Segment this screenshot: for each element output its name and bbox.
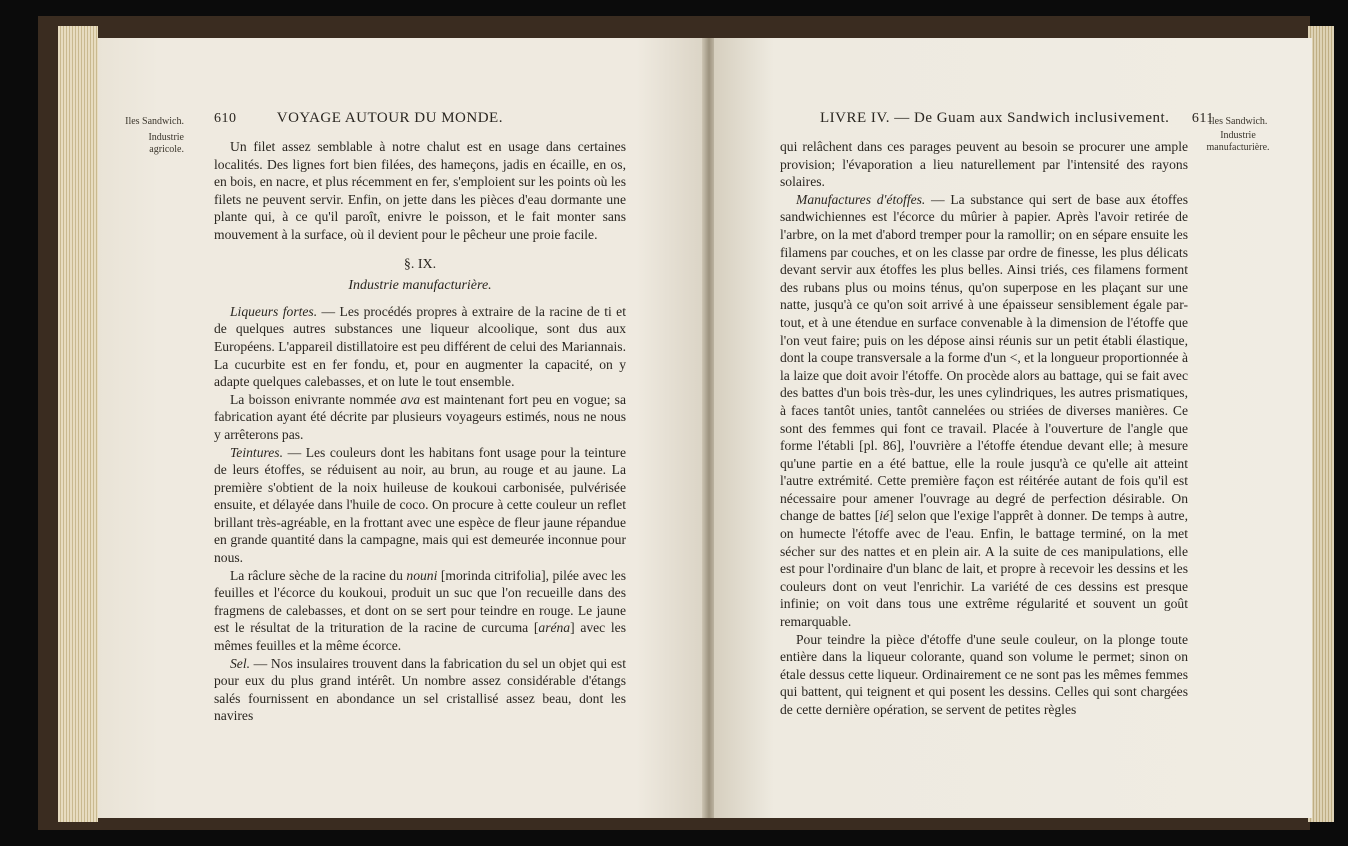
sel-lead: Sel. <box>230 655 251 671</box>
left-paragraph-1: Un filet assez semblable à notre chalut est en usage dans certaines localités. Des lignes fort bien filées, des hameçons, jadis en écaille, en os, en bois, en nacre, et plus récemment en fer, s'emploient sur les points où les filets ne peuvent servir. Enfin, on jette dans les pièces d'eau dormante une plante qui, à ce qu'il paroît, enivre le poisson, et le fait monter sans mouvement à la surface, où il devient pour le pêcheur une proie facile. <box>214 139 626 242</box>
left-paragraph-6 <box>214 655 626 725</box>
left-margin-topic-b: agricole. <box>149 144 184 155</box>
ava-term: ava <box>400 391 421 407</box>
left-paragraph-2 <box>214 303 626 391</box>
sel-text: — Nos insulaires trouvent dans la fabrication du sel un objet qui est pour eux du plus grand intérêt. Un nombre assez considérable d'étangs salés fournissent en abondance un sel cristallisé assez beau, dont les navires <box>214 655 626 724</box>
left-page-number: 610 <box>214 111 237 126</box>
right-body <box>780 138 1188 719</box>
nouni-text-c: ] avec les mêmes feuilles et la même écorce. <box>214 620 626 654</box>
etoffes-lead: Manufactures d'étoffes. <box>796 191 926 207</box>
teintures-lead: Teintures. <box>230 444 284 460</box>
etoffes-text-a: — La substance qui sert de base aux étoffes sandwichiennes est l'écorce du mûrier à papier. Après l'avoir retirée de l'arbre, on la met d'abord tremper pour la ramollir; on en sépare ensuite les filamens par couches, et on les classe par ordre de finesse, les plus délicats devant servir aux étoffes les plus belles. Ainsi triés, ces filamens forment des rubans plus ou moins ténus, qu'on superpose en les plaçant sur une natte, jusqu'à ce qu'on soit arrivé à une épaisseur sensiblement égale par-tout, et à une étendue en surface convenable à la dimension de l'étoffe que l'on veut faire; puis on les dépose ainsi réunis sur un petit établi élastique, dont la coupe transversale a la forme d'un <, et la longueur proportionnée à la laize que doit avoir l'étoffe. On procède alors au battage, qui se fait avec des battes d'un bois très-dur, les unes cylindriques, les autres prismatiques, à faces tantôt unies, tantôt cannelées ou striées de diverses manières. Ce sont des femmes qui font ce travail. Placée à l'ouverture de l'angle que forme l'établi [pl. 86], l'ouvrière a l'étoffe étendue devant elle; à mesure qu'une partie en a été battue, elle la roule jusqu'à ce qu'elle ait atteint l'autre extrémité. Cette première façon est réitérée autant de fois qu'il est nécessaire pour amener l'ouvrage au degré de perfection désirable. On change de battes [ <box>780 191 1188 524</box>
right-margin-note <box>1198 116 1278 154</box>
left-page <box>98 38 710 818</box>
left-header <box>214 110 503 127</box>
page-edges-left <box>58 26 98 822</box>
left-paragraph-5 <box>214 567 626 655</box>
section-title: Industrie manufacturière. <box>348 278 492 294</box>
liqueurs-lead: Liqueurs fortes. <box>230 303 318 319</box>
ava-text-b: est maintenant fort peu en vogue; sa fabrication ayant été décrite par plusieurs voyageurs estimés, nous ne nous y arrêterons pas. <box>214 391 626 442</box>
right-running-head: LIVRE IV. — De Guam aux Sandwich inclusivement. <box>820 110 1170 126</box>
liqueurs-text: — Les procédés propres à extraire de la racine de ti et de quelques autres substances une liqueur alcoolique, sont dus aux Européens. L'appareil distillatoire est peu différent de celui des Mariannais. La cucurbite est en fer fondu, et, pour en augmenter la capacité, on y adapte quelques calebasses, et on lute le tout ensemble. <box>214 303 626 390</box>
right-header <box>820 110 1214 127</box>
right-paragraph-1: qui relâchent dans ces parages peuvent au besoin se procurer une ample provision; l'évaporation a lieu naturellement par l'intensité des rayons solaires. <box>780 139 1188 190</box>
left-running-head: VOYAGE AUTOUR DU MONDE. <box>276 110 503 126</box>
right-margin-topic-b: manufacturière. <box>1206 142 1270 153</box>
right-page <box>714 38 1312 818</box>
right-paragraph-3: Pour teindre la pièce d'étoffe d'une seule couleur, on la plonge toute entière dans la liqueur colorante, quand son volume le permet; sinon on étale dessus cette liqueur. Ordinairement ce ne sont pas les mêmes femmes qui battent, qui teignent et qui posent les dessins. Celles qui sont chargées de cette dernière opération, se servent de petites règles <box>780 631 1188 717</box>
left-margin-note <box>104 116 184 156</box>
right-paragraph-2 <box>780 191 1188 631</box>
ie-term: ié <box>879 508 890 524</box>
left-body <box>214 138 626 725</box>
ava-text-a: La boisson enivrante nommée <box>230 391 401 407</box>
right-margin-topic-a: Industrie <box>1220 130 1256 141</box>
section-number: §. IX. <box>403 256 437 272</box>
nouni-term: nouni <box>406 567 438 583</box>
nouni-text-b: [morinda citrifolia], pilée avec les feuilles et l'écorce du koukoui, produit un suc que l'on recueille dans des fragmens de calebasses, et dont on se sert pour teindre en rouge. Le jaune est le résultat de la trituration de la racine de curcuma [ <box>214 567 626 636</box>
right-margin-place: Iles Sandwich. <box>1208 116 1268 127</box>
teintures-text: — Les couleurs dont les habitans font usage pour la teinture de leurs étoffes, se réduisent au noir, au brun, au rouge et au jaune. La première s'obtient de la noix huileuse de koukoui carbonisée, pulvérisée ensuite, et délayée dans l'huile de coco. On procure à cette couleur un reflet brillant très-agréable, en la frottant avec une espèce de fleur jaune répandue en grande quantité dans la campagne, mais qui est demeurée inconnue pour nous. <box>214 444 626 566</box>
left-paragraph-3 <box>214 391 626 444</box>
arena-term: aréna <box>538 620 571 636</box>
right-page-number: 611 <box>1191 111 1214 126</box>
left-margin-topic-a: Industrie <box>148 132 184 143</box>
left-paragraph-4 <box>214 444 626 567</box>
left-margin-place: Iles Sandwich. <box>125 116 184 127</box>
book <box>38 16 1310 830</box>
etoffes-text-b: ] selon que l'exige l'apprêt à donner. De temps à autre, on humecte l'étoffe avec de l'eau. Enfin, le battage terminé, on la met sécher sur des nattes et en plein air. A la suite de ces manipulations, elle est pour l'ordinaire d'un blanc de lait, et propre à recevoir les dessins et les couleurs dont on veut l'enrichir. La variété de ces dessins est presque infinie; on voit dans tous une extrême régularité et souvent un goût remarquable. <box>780 508 1188 630</box>
nouni-text-a: La râclure sèche de la racine du <box>230 567 407 583</box>
